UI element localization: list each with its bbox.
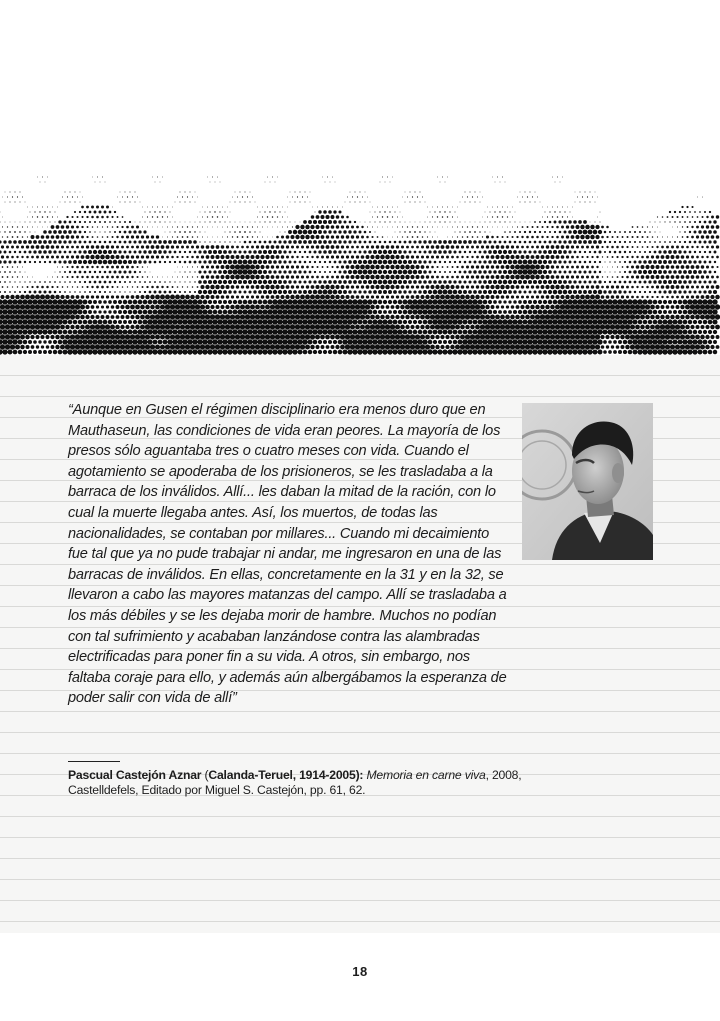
footnote-separator	[68, 761, 120, 762]
source-citation	[68, 768, 538, 798]
citation-origin: Calanda-Teruel, 1914-2005	[208, 768, 356, 782]
citation-origin-open: (	[201, 768, 209, 782]
portrait-photo	[522, 403, 653, 560]
halftone-landscape-image	[0, 150, 720, 355]
citation-author: Pascual Castejón Aznar	[68, 768, 202, 782]
citation-details: , 2008, Castelldefels, Editado por Miguel S. Castejón, pp. 61, 62.	[68, 768, 522, 797]
citation-title: Memoria en carne viva	[366, 768, 486, 782]
page-number: 18	[352, 964, 368, 979]
citation-origin-close: ):	[355, 768, 367, 782]
testimony-quote: “Aunque en Gusen el régimen disciplinario era menos duro que en Mauthaseun, las condiciones de vida eran peores. La mayoría de los presos sólo aguantaba tres o cuatro meses con vida. Cuando el agotamiento se apoderaba de los prisioneros, se les trasladaba a la barraca de los inválidos. Allí... les daban la mitad de la ración, con lo cual la muerte llegaba antes. Así, los muertos, de todas las nacionalidades, se contaban por millares... Cuando mi decaimiento fue tal que ya no pude trabajar ni andar, me ingresaron en una de las barracas de inválidos. En ellas, concretamente en la 31 y en la 32, se llevaron a cabo las mayores matanzas del campo. Allí se trasladaba a los más débiles y se les dejaba morir de hambre. Muchos no podían con tal sufrimiento y acababan lanzándose contra las alambradas electrificadas para poner fin a su vida. A otros, sin embargo, nos faltaba coraje para ello, y además aún albergábamos la esperanza de poder salir con vida de allí”	[68, 402, 507, 707]
